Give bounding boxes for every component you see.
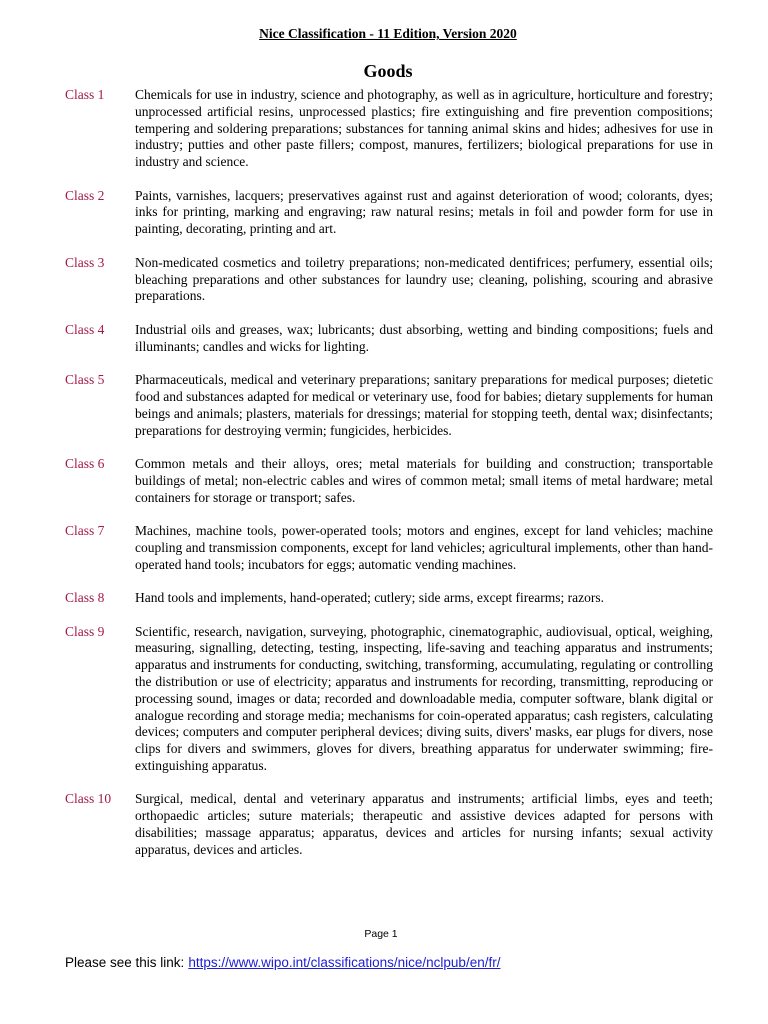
footer-note (65, 955, 500, 970)
class-entry-5 (65, 372, 713, 439)
class-entry-3 (65, 255, 713, 305)
class-description: Chemicals for use in industry, science and photography, as well as in agriculture, horticulture and forestry; unprocessed artificial resins, unprocessed plastics; fire extinguishing and fire prevention compositions; tempering and soldering preparations; substances for tanning animal skins and hides; adhesives for use in industry; putties and other paste fillers; compost, manures, fertilizers; biological preparations for use in industry and science. (135, 87, 713, 170)
wipo-link[interactable]: https://www.wipo.int/classifications/nice/nclpub/en/fr/ (188, 955, 501, 970)
class-entry-10 (65, 791, 713, 858)
class-label: Class 3 (65, 254, 105, 270)
class-description: Pharmaceuticals, medical and veterinary preparations; sanitary preparations for medical purposes; dietetic food and substances adapted for medical or veterinary use, food for babies; dietary supplements for human beings and animals; plasters, materials for dressings; material for stopping teeth, dental wax; disinfectants; preparations for destroying vermin; fungicides, herbicides. (135, 372, 713, 438)
class-description: Scientific, research, navigation, surveying, photographic, cinematographic, audiovisual, optical, weighing, measuring, signalling, detecting, testing, inspecting, life-saving and teaching apparatus and instruments; apparatus and instruments for conducting, switching, transforming, accumulating, regulating or controlling the distribution or use of electricity; apparatus and instruments for recording, transmitting, reproducing or processing sound, images or data; recorded and downloadable media, computer software, blank digital or analogue recording and storage media; mechanisms for coin-operated apparatus; cash registers, calculating devices; computers and computer peripheral devices; diving suits, divers' masks, ear plugs for divers, nose clips for divers and swimmers, gloves for divers, breathing apparatus for underwater swimming; fire-extinguishing apparatus. (135, 623, 713, 773)
class-description: Surgical, medical, dental and veterinary apparatus and instruments; artificial limbs, eyes and teeth; orthopaedic articles; suture materials; therapeutic and assistive devices adapted for persons with disabilities; massage apparatus; apparatus, devices and articles for nursing infants; sexual activity apparatus, devices and articles. (135, 791, 713, 857)
class-entry-1 (65, 87, 713, 171)
class-entry-2 (65, 188, 713, 238)
class-entry-4 (65, 322, 713, 356)
section-heading: Goods (363, 61, 413, 81)
class-label: Class 9 (65, 623, 105, 639)
class-description: Paints, varnishes, lacquers; preservatives against rust and against deterioration of wood; colorants, dyes; inks for printing, marking and engraving; raw natural resins; metals in foil and powder form for use in painting, decorating, printing and art. (135, 187, 713, 237)
class-description: Common metals and their alloys, ores; metal materials for building and construction; transportable buildings of metal; non-electric cables and wires of common metal; small items of metal hardware; metal containers for storage or transport; safes. (135, 455, 713, 505)
page-number: Page 1 (364, 928, 398, 940)
class-description: Industrial oils and greases, wax; lubricants; dust absorbing, wetting and binding compositions; fuels and illuminants; candles and wicks for lighting. (135, 321, 713, 354)
class-label: Class 5 (65, 372, 105, 388)
class-label: Class 10 (65, 791, 112, 807)
class-entry-8 (65, 590, 713, 607)
class-description: Machines, machine tools, power-operated tools; motors and engines, except for land vehicles; machine coupling and transmission components, except for land vehicles; agricultural implements, other than hand-operated hand tools; incubators for eggs; automatic vending machines. (135, 523, 713, 572)
class-entry-7 (65, 523, 713, 573)
class-entry-6 (65, 456, 713, 506)
class-label: Class 1 (65, 87, 105, 102)
class-description: Non-medicated cosmetics and toiletry preparations; non-medicated dentifrices; perfumery, essential oils; bleaching preparations and other substances for laundry use; cleaning, polishing, scouring and abrasive preparations. (135, 254, 713, 304)
class-list (65, 87, 713, 875)
class-description: Hand tools and implements, hand-operated; cutlery; side arms, except firearms; razors. (135, 590, 604, 606)
footer-note-text: Please see this link: (65, 955, 185, 970)
class-entry-9 (65, 624, 713, 775)
class-label: Class 8 (65, 590, 105, 606)
class-label: Class 4 (65, 321, 105, 337)
document-title: Nice Classification - 11 Edition, Version 2020 (259, 26, 517, 41)
class-label: Class 2 (65, 187, 105, 203)
class-label: Class 6 (65, 455, 105, 471)
class-label: Class 7 (65, 523, 105, 539)
